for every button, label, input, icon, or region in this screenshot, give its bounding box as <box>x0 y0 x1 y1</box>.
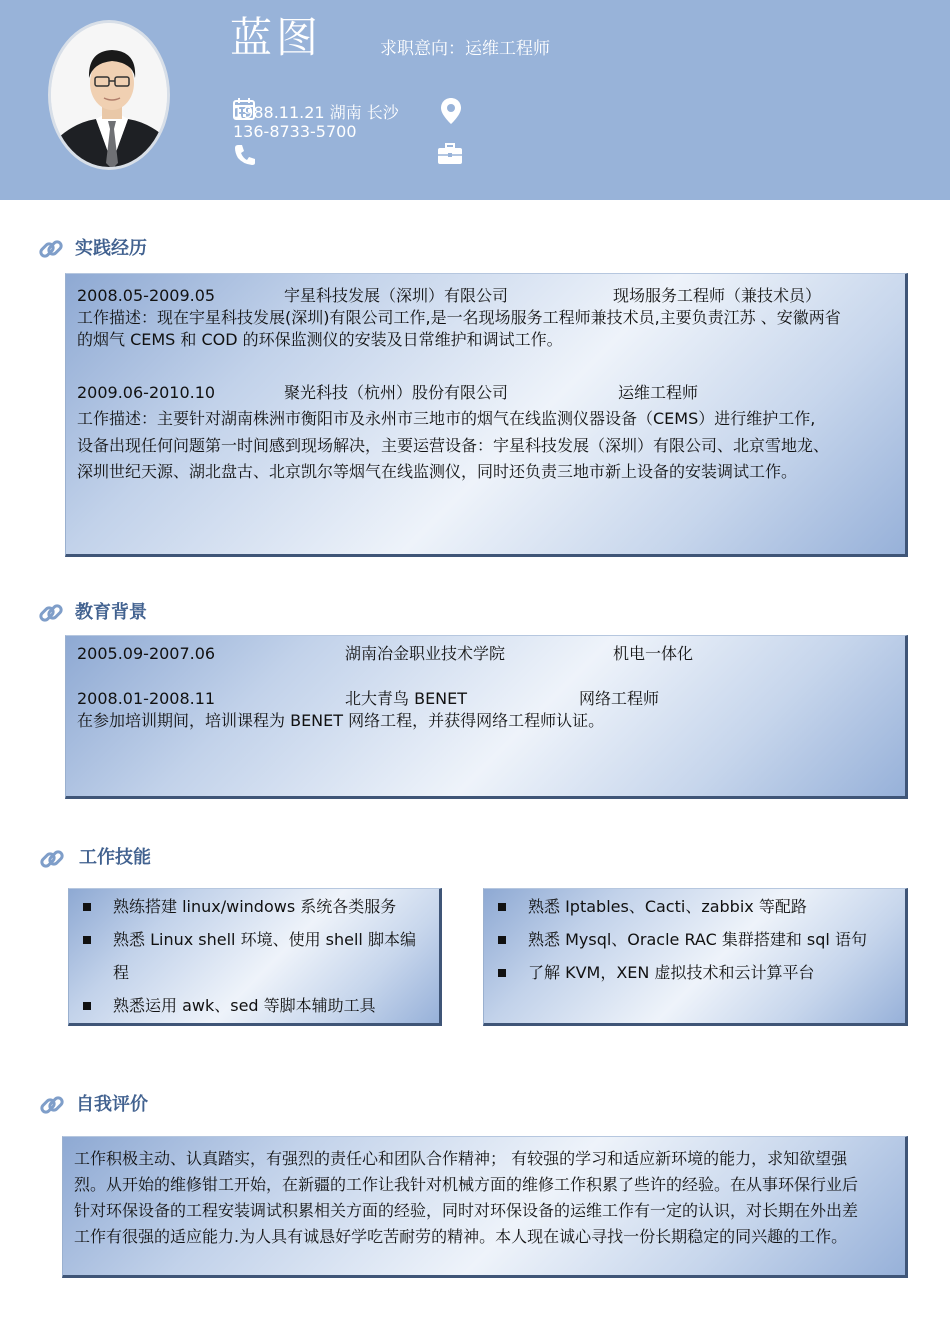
skill-right-1: 熟悉 Iptables、Cacti、zabbix 等配路 <box>528 897 807 916</box>
practice-position-2: 运维工程师 <box>618 383 699 402</box>
practice-desc-2-line-1: 工作描述：主要针对湖南株洲市衡阳市及永州市三地市的烟气在线监测仪器设备（CEMS）进行维护工作, <box>77 409 816 428</box>
skills-left-box <box>68 888 442 1026</box>
section-title-education: 教育背景 <box>75 602 147 623</box>
practice-period-2: 2009.06-2010.10 <box>77 383 216 402</box>
section-title-self-eval: 自我评价 <box>76 1094 148 1115</box>
education-major-1: 机电一体化 <box>613 644 694 663</box>
education-major-2: 网络工程师 <box>579 689 660 708</box>
phone-icon <box>233 143 257 171</box>
bullet-icon <box>498 903 506 911</box>
practice-desc-1-line-1: 工作描述：现在宇星科技发展(深圳)有限公司工作,是一名现场服务工程师兼技术员,主要负责江苏 、安徽两省 <box>77 308 841 327</box>
link-icon <box>38 845 66 873</box>
skill-left-2-cont: 程 <box>113 963 130 982</box>
job-intent: 求职意向：运维工程师 <box>380 39 550 59</box>
practice-desc-2-line-2: 设备出现任何问题第一时间感到现场解决，主要运营设备：宇星科技发展（深圳）有限公司、北京雪地龙、 <box>77 436 830 455</box>
location-pin-icon <box>440 97 462 129</box>
bullet-icon <box>83 903 91 911</box>
education-school-2: 北大青鸟 BENET <box>345 689 468 708</box>
link-icon <box>37 235 65 263</box>
self-eval-line-3: 针对环保设备的工程安装调试积累相关方面的经验，同时对环保设备的运维工作有一定的认识，对长期在外出差 <box>74 1201 859 1220</box>
self-eval-box <box>62 1136 908 1278</box>
self-eval-line-4: 工作有很强的适应能力.为人具有诚恳好学吃苦耐劳的精神。本人现在诚心寻找一份长期稳定的同兴趣的工作。 <box>74 1227 848 1246</box>
phone-number: 136-8733-5700 <box>233 122 357 141</box>
education-period-2: 2008.01-2008.11 <box>77 689 216 708</box>
practice-position-1: 现场服务工程师（兼技术员） <box>613 286 822 305</box>
candidate-name: 蓝图 <box>230 13 323 62</box>
link-icon <box>38 1091 66 1119</box>
bullet-icon <box>83 1002 91 1010</box>
self-eval-line-2: 烈。从开始的维修钳工开始，在新疆的工作让我针对机械方面的维修工作积累了些许的经验。在从事环保行业后 <box>74 1175 859 1194</box>
birth-location: 1988.11.21 湖南 长沙 <box>233 103 399 122</box>
bullet-icon <box>83 936 91 944</box>
skill-right-3: 了解 KVM，XEN 虚拟技术和云计算平台 <box>528 963 815 982</box>
education-note: 在参加培训期间，培训课程为 BENET 网络工程，并获得网络工程师认证。 <box>77 711 605 730</box>
section-title-skills: 工作技能 <box>79 847 151 868</box>
avatar <box>48 20 170 170</box>
section-title-practice: 实践经历 <box>75 238 147 259</box>
practice-desc-1-line-2: 的烟气 CEMS 和 COD 的环保监测仪的安装及日常维护和调试工作。 <box>77 330 563 349</box>
person-photo <box>51 23 170 170</box>
link-icon <box>37 599 65 627</box>
bullet-icon <box>498 936 506 944</box>
practice-period-1: 2008.05-2009.05 <box>77 286 216 305</box>
skill-left-2: 熟悉 Linux shell 环境、使用 shell 脚本编 <box>113 930 416 949</box>
practice-desc-2-line-3: 深圳世纪天源、湖北盘古、北京凯尔等烟气在线监测仪，同时还负责三地市新上设备的安装调试工作。 <box>77 462 798 481</box>
practice-box <box>65 273 908 557</box>
education-period-1: 2005.09-2007.06 <box>77 644 216 663</box>
skill-left-1: 熟练搭建 linux/windows 系统各类服务 <box>113 897 397 916</box>
education-school-1: 湖南冶金职业技术学院 <box>345 644 506 663</box>
bullet-icon <box>498 969 506 977</box>
skill-right-2: 熟悉 Mysql、Oracle RAC 集群搭建和 sql 语句 <box>528 930 867 949</box>
header-banner <box>0 0 950 200</box>
skills-right-box <box>483 888 908 1026</box>
education-box <box>65 635 908 799</box>
practice-company-1: 宇星科技发展（深圳）有限公司 <box>284 286 509 305</box>
skill-left-3: 熟悉运用 awk、sed 等脚本辅助工具 <box>113 996 376 1015</box>
practice-company-2: 聚光科技（杭州）股份有限公司 <box>284 383 509 402</box>
briefcase-icon <box>437 143 463 169</box>
self-eval-line-1: 工作积极主动、认真踏实，有强烈的责任心和团队合作精神； 有较强的学习和适应新环境的能力，求知欲望强 <box>74 1149 848 1168</box>
